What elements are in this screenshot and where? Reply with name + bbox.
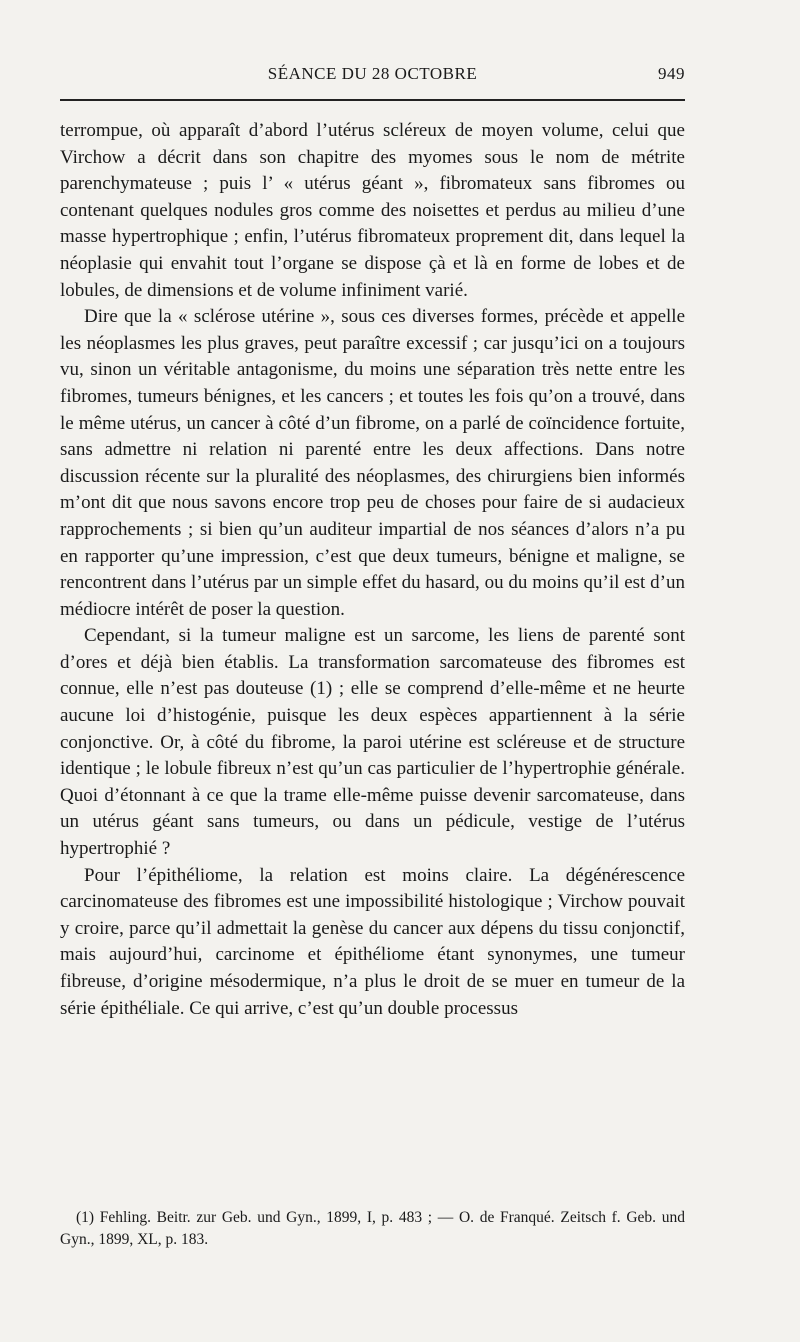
- header-rule: [60, 99, 685, 101]
- paragraph: Pour l’épithéliome, la relation est moins claire. La dégénérescence carcinomateuse des fibromes est une impossibilité histologique ; Virchow pouvait y croire, parce qu’il admettait la genèse du cancer aux dépens du tissu conjonctif, mais aujourd’hui, carcinome et épithéliome étant synonymes, une tumeur fibreuse, d’origine mésodermique, n’a plus le droit de se muer en tumeur de la série épithéliale. Ce qui arrive, c’est qu’un double processus: [60, 864, 685, 1019]
- footnote: (1) Fehling. Beitr. zur Geb. und Gyn., 1899, I, p. 483 ; — O. de Franqué. Zeitsch f. Geb. und Gyn., 1899, XL, p. 183.: [60, 1209, 685, 1248]
- paragraph: terrompue, où apparaît d’abord l’utérus scléreux de moyen volume, celui que Virchow a décrit dans son chapitre des myomes sous le nom de métrite parenchymateuse ; puis l’ « utérus géant », fibromateux sans fibromes ou contenant quelques nodules gros comme des noisettes et perdus au milieu d’une masse hypertrophique ; enfin, l’utérus fibromateux proprement dit, dans lequel la néoplasie qui envahit tout l’organe se dispose çà et là en forme de lobes et de lobules, de dimensions et de volume infiniment varié.: [60, 120, 685, 301]
- paragraph: Dire que la « sclérose utérine », sous ces diverses formes, précède et appelle les néoplasmes les plus graves, peut paraître excessif ; car jusqu’ici on a toujours vu, sinon un véritable antagonisme, du moins une séparation très nette entre les fibromes, tumeurs bénignes, et les cancers ; et toutes les fois qu’on a trouvé, dans le même utérus, un cancer à côté d’un fibrome, on a parlé de coïncidence fortuite, sans admettre ni relation ni parenté entre les deux affections. Dans notre discussion récente sur la pluralité des néoplasmes, des chirurgiens bien informés m’ont dit que nous savons encore trop peu de choses pour faire de si audacieux rapprochements ; si bien qu’un auditeur impartial de nos séances d’alors n’a pu en rapporter qu’une impression, c’est que deux tumeurs, bénigne et maligne, se rencontrent dans l’utérus par un simple effet du hasard, ou du moins qu’il est d’un médiocre intérêt de poser la question.: [60, 306, 685, 620]
- footnotes: [60, 1207, 685, 1251]
- paragraph: Cependant, si la tumeur maligne est un sarcome, les liens de parenté sont d’ores et déjà bien établis. La transformation sarcomateuse des fibromes est connue, elle n’est pas douteuse (1) ; elle se comprend d’elle-même et ne heurte aucune loi d’histogénie, puisque les deux espèces appartiennent à la série conjonctive. Or, à côté du fibrome, la paroi utérine est scléreuse et de structure identique ; le lobule fibreux n’est qu’un cas particulier de l’hypertrophie générale. Quoi d’étonnant à ce que la trame elle-même puisse devenir sarcomateuse, dans un utérus géant sans tumeurs, ou dans un pédicule, vestige de l’utérus hypertrophié ?: [60, 625, 685, 860]
- page-header: [60, 60, 685, 92]
- body-text: [60, 118, 685, 1022]
- running-title: SÉANCE DU 28 OCTOBRE: [267, 64, 478, 83]
- page-number: 949: [658, 64, 685, 83]
